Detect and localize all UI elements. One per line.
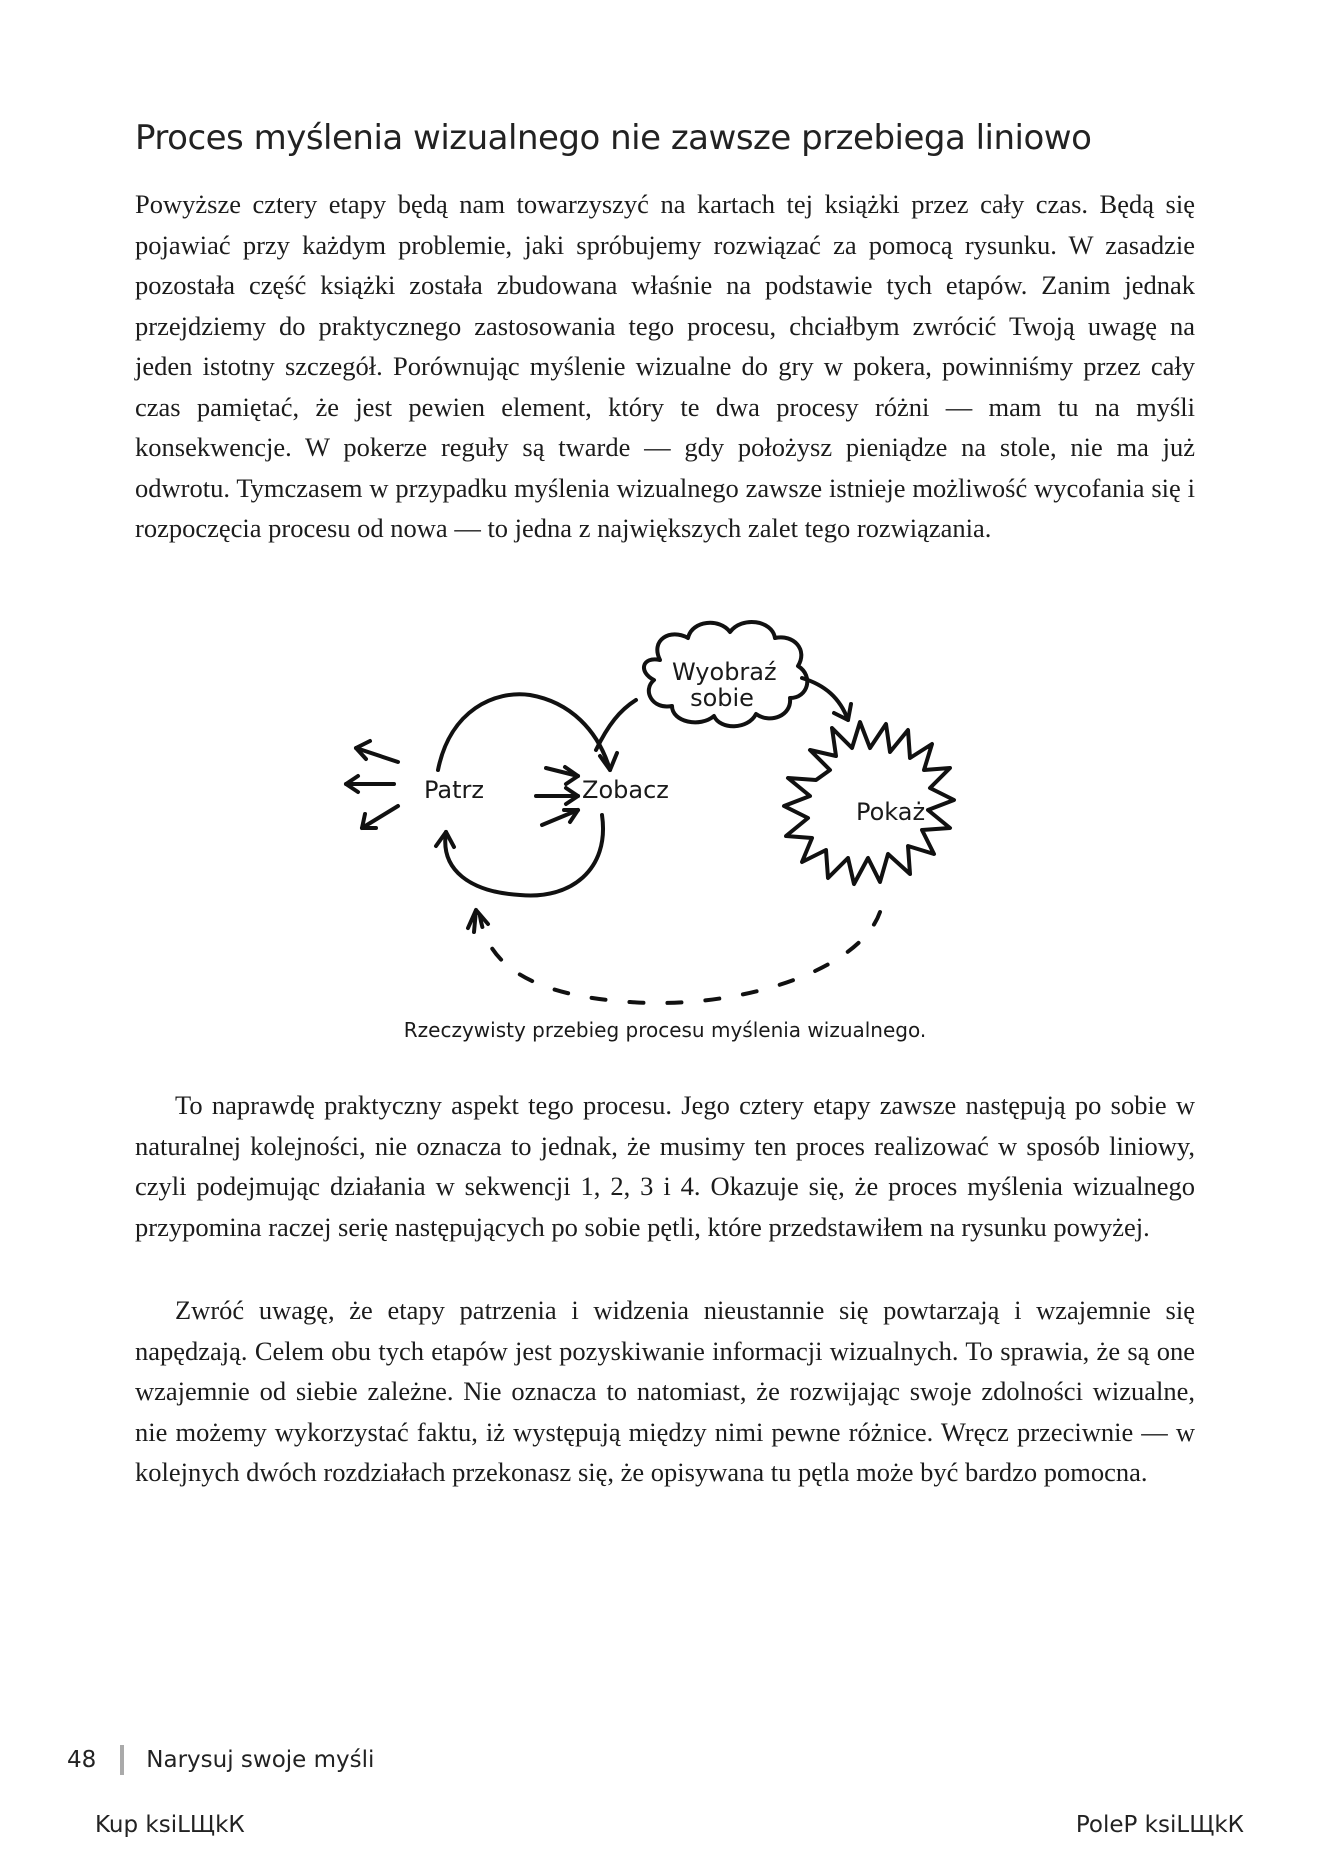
section-title: Proces myślenia wizualnego nie zawsze przebiega liniowo <box>135 118 1092 158</box>
paragraph-2: To naprawdę praktyczny aspekt tego procesu. Jego cztery etapy zawsze następują po sobie w naturalnej kolejności, nie oznacza to jednak, że musimy ten proces realizować w sposób liniowy, czyli podejmując działania w sekwencji 1, 2, 3 i 4. Okazuje się, że proces myślenia wizualnego przypomina raczej serię następujących po sobie pętli, które przedstawiłem na rysunku powyżej. <box>135 1090 1195 1242</box>
label-pokaz: Pokaż <box>856 798 926 826</box>
label-patrz: Patrz <box>424 776 484 804</box>
outward-arrows-icon <box>346 741 398 828</box>
paragraph-3: Zwróć uwagę, że etapy patrzenia i widzenia nieustannie się powtarzają i wzajemnie się napędzają. Celem obu tych etapów jest pozyskiwanie informacji wizualnych. To sprawia, że są one wzajemnie od siebie zależne. Nie oznacza to natomiast, że rozwijając swoje zdolności wizualne, nie możemy wykorzystać faktu, iż występują między nimi pewne różnice. Wręcz przeciwnie — w kolejnych dwóch rozdziałach przekonasz się, że opisywana tu pętla może być bardzo pomocna. <box>135 1295 1195 1487</box>
connector-to-cloud <box>596 700 636 750</box>
footer-divider <box>120 1745 124 1775</box>
process-loop-figure <box>320 610 1020 1030</box>
paragraph-1: Powyższe cztery etapy będą nam towarzyszyć na kartach tej książki przez cały czas. Będą się pojawiać przy każdym problemie, jaki spróbujemy rozwiązać za pomocą rysunku. W zasadzie pozostała część książki została zbudowana właśnie na podstawie tych etapów. Zanim jednak przejdziemy do praktycznego zastosowania tego procesu, chciałbym zwrócić Twoją uwagę na jeden istotny szczegół. Porównując myślenie wizualne do gry w pokera, powinniśmy przez cały czas pamiętać, że jest pewien element, który te dwa procesy różni — mam tu na myśli konsekwencje. W pokerze reguły są twarde — gdy położysz pieniądze na stole, nie ma już odwrotu. Tymczasem w przypadku myślenia wizualnego zawsze istnieje możliwość wycofania się i rozpoczęcia procesu od nowa — to jedna z największych zalet tego rozwiązania. <box>135 189 1195 543</box>
footer-book-title: Narysuj swoje myśli <box>146 1747 375 1773</box>
page-number: 48 <box>67 1747 97 1773</box>
buy-book-link[interactable]: Kup ksiLЩkК <box>95 1812 245 1838</box>
page-footer <box>67 1745 374 1775</box>
figure-caption: Rzeczywisty przebieg procesu myślenia wizualnego. <box>403 1018 927 1042</box>
loop-arc-top <box>438 694 610 770</box>
label-wyobraz: Wyobraź <box>672 658 777 686</box>
loop-arc-bottom <box>445 815 603 896</box>
recommend-book-link[interactable]: PoleP ksiLЩkК <box>1075 1812 1244 1838</box>
dashed-return-path <box>480 912 880 1003</box>
label-sobie: sobie <box>690 684 754 712</box>
inward-arrows-icon <box>536 767 578 825</box>
label-zobacz: Zobacz <box>582 776 669 804</box>
label-wyobraz-sobie <box>672 658 777 712</box>
